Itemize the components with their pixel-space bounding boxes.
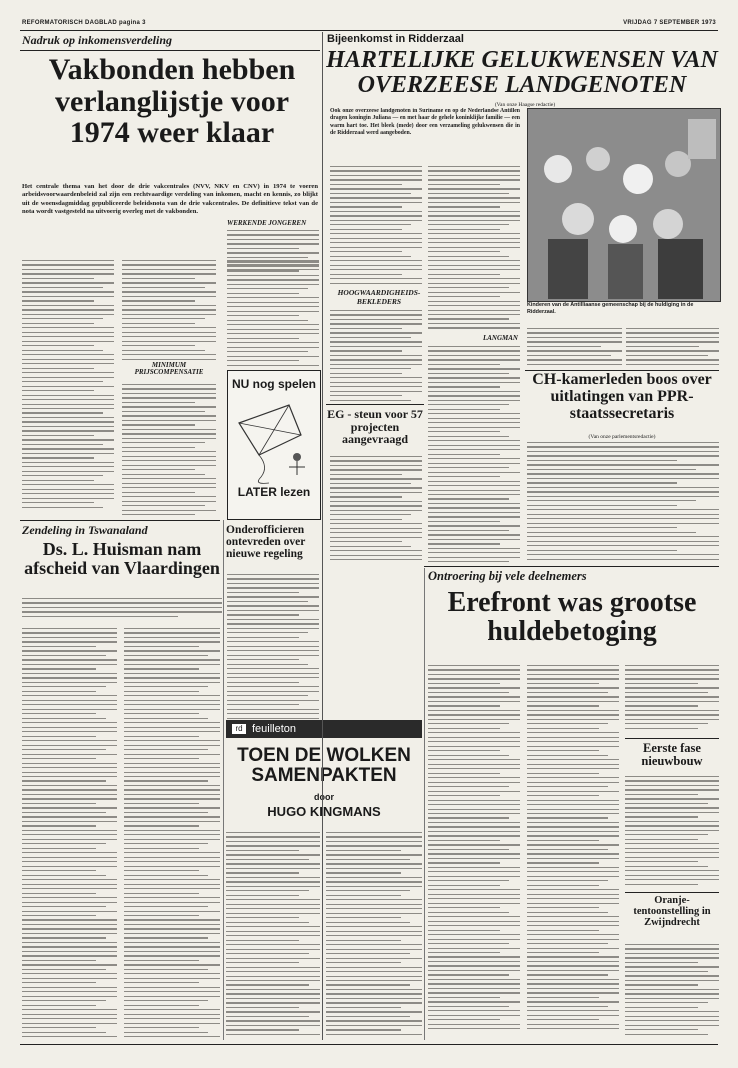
column-rule [223,520,224,1040]
photo-caption: Kinderen van de Antilliaanse gemeenschap bij de huldiging in de Ridderzaal. [527,302,694,316]
zendeling-lead [22,598,222,620]
crowd-photo-icon [528,109,720,301]
kite-illustration-icon [229,395,319,485]
feuilleton-col2 [326,832,422,1038]
eg-headline: EG - steun voor 57 projecten aangevraagd [327,407,423,447]
onderofficieren-body [227,574,319,730]
ridderzaal-col2 [428,166,520,330]
erefront-col3 [625,665,719,735]
oranje-headline: Oranje-tentoonstelling in Zwijndrecht [633,895,711,929]
divider [625,738,719,739]
nieuwbouw-headline: Eerste fase nieuwbouw [641,741,703,769]
zendeling-col2 [124,628,220,1038]
vakbonden-body-col2 [122,260,216,360]
zendeling-kicker: Zendeling in Tswanaland [22,523,148,537]
ridderzaal-col2b [428,346,520,562]
subhead-prijscompensatie: MINIMUM PRIJSCOMPENSATIE [134,361,204,377]
oranje-body [625,944,719,1038]
ridderzaal-col1 [330,166,422,286]
nieuwbouw-body [625,776,719,888]
zendeling-headline: Ds. L. Huisman nam afscheid van Vlaardingen [24,539,220,578]
caption-col1 [527,328,622,368]
feuilleton-logo-icon: rd [232,724,246,734]
divider [326,404,424,405]
vakbonden-body-col2b [122,384,216,516]
ridderzaal-headline: HARTELIJKE GELUKWENSEN VAN OVERZEESE LANDGENOTEN [326,47,718,99]
divider [625,892,719,893]
ridderzaal-photo [527,108,721,302]
promo-bottom: LATER lezen [237,485,311,499]
vakbonden-kicker: Nadruk op inkomensverdeling [22,33,173,47]
col3-body [227,230,319,366]
feuilleton-by: door [314,791,334,802]
promo-box[interactable] [227,370,321,520]
divider [20,520,220,521]
feuilleton-label: feuilleton [252,723,297,735]
vakbonden-lead: Het centrale thema van het door de drie vakcentrales (NVV, NKV en CNV) in 1974 te voeren arbeidsvoorwaardenbeleid zal zijn een rechtvaardige verdeling van inkomen, macht en kennis, zo blijkt uit de woensdagmiddag gepubliceerde beleidsnota van de drie vakcentrales. De definitieve tekst van de nota wordt vastgesteld na uitvoerig overleg met de vakbonden. [22,183,318,216]
vakbonden-body-col1 [22,260,114,516]
ch-byline: (Van onze parlementsredactie) [588,434,656,440]
promo-top: NU nog spelen [231,377,316,391]
erefront-headline: Erefront was grootse huldebetoging [447,587,697,648]
erefront-col1 [428,665,520,1037]
bottom-rule [20,1044,718,1045]
onderofficieren-headline: Onderofficieren ontevreden over nieuwe regeling [226,524,306,561]
feuilleton-title: TOEN DE WOLKEN SAMENPAKTEN [237,745,411,786]
feuilleton-author: HUGO KINGMANS [267,803,381,819]
vakbonden-headline: Vakbonden hebben verlanglijstje voor 1974 weer klaar [48,53,296,149]
divider [424,566,719,567]
ridderzaal-lead: Ook onze overzeese landgenoten in Suriname en op de Nederlandse Antillen dragen koningin Juliana — en met haar de gehele koninklijke familie — een warm hart toe. Het bleek (mede) door een verzameling gelukwensen die in de Ridderzaal werd aangeboden. [330,108,520,137]
erefront-col2 [527,665,619,1037]
feuilleton-box [226,720,422,1040]
ch-headline: CH-kamerleden boos over uitlatingen van PPR-staatssecretaris [532,371,712,422]
subhead-hoogwaardigheidsbekleders: HOOGWAARDIGHEIDS-BEKLEDERS [337,288,421,306]
subhead-werkende-jongeren: WERKENDE JONGEREN [227,219,307,227]
column-rule [424,568,425,1040]
column-rule [322,32,323,1040]
divider [20,50,320,51]
zendeling-col1 [22,628,117,1038]
ridderzaal-byline: (Van onze Haagse redactie) [494,102,556,108]
masthead-rule [20,30,718,31]
caption-col2 [626,328,719,368]
erefront-kicker: Ontroering bij vele deelnemers [428,569,587,583]
feuilleton-banner [226,720,422,738]
ch-body [527,442,719,562]
masthead-right: VRIJDAG 7 SEPTEMBER 1973 [623,20,716,26]
eg-body [330,456,422,562]
masthead-left: REFORMATORISCH DAGBLAD pagina 3 [22,20,146,26]
ridderzaal-col1b [330,310,422,402]
subhead-langman: LANGMAN [482,334,518,342]
feuilleton-col1 [226,832,320,1038]
ridderzaal-kicker: Bijeenkomst in Ridderzaal [327,33,464,45]
